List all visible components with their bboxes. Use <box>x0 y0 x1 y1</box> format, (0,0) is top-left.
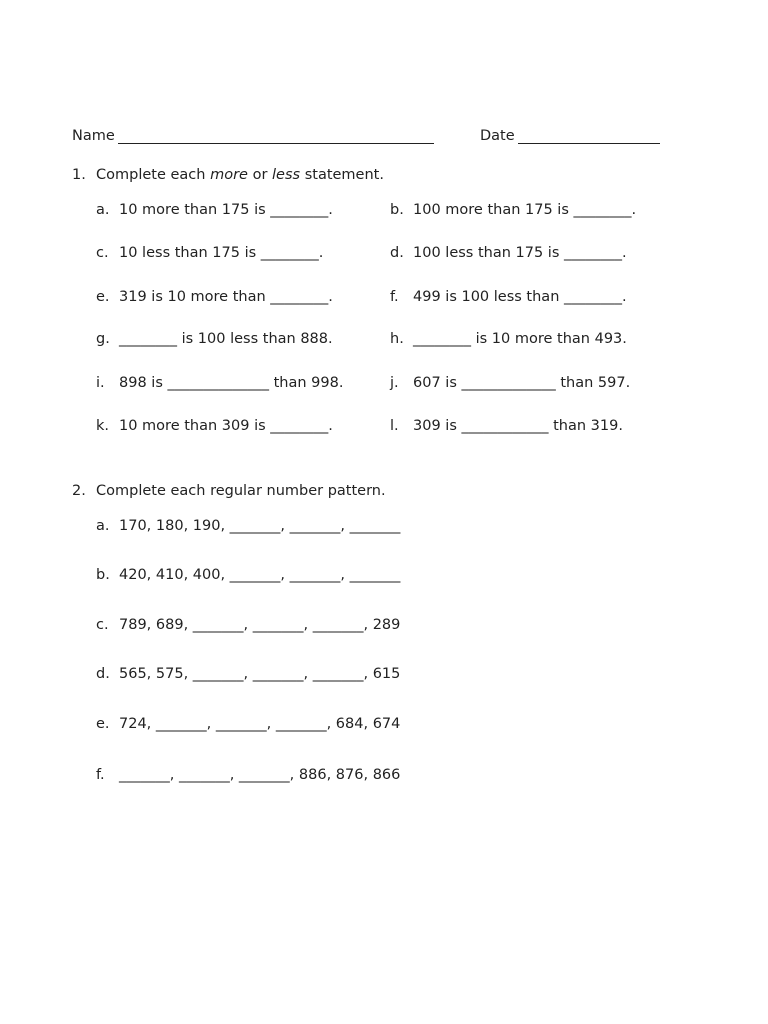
q2-number: 2. <box>72 483 86 499</box>
q2-prompt: Complete each regular number pattern. <box>96 483 386 499</box>
q2-item-b <box>96 566 400 584</box>
q1-prompt-more: more <box>210 167 248 183</box>
item-label: g. <box>96 331 110 347</box>
item-text: 724, _______, _______, _______, 684, 674 <box>119 716 401 732</box>
q1-prompt-start: Complete each <box>96 167 206 183</box>
item-text: 100 more than 175 is ________. <box>413 202 637 218</box>
item-label: f. <box>96 767 105 783</box>
name-line <box>118 143 434 144</box>
q1-item-f <box>390 288 627 306</box>
item-text: 898 is ______________ than 998. <box>119 375 344 391</box>
item-text: 420, 410, 400, _______, _______, _______ <box>119 567 401 583</box>
item-text: 10 less than 175 is ________. <box>119 245 324 261</box>
item-label: b. <box>390 202 404 218</box>
item-text: 309 is ____________ than 319. <box>413 418 623 434</box>
item-text: 607 is _____________ than 597. <box>413 375 631 391</box>
q2-item-e <box>96 715 400 733</box>
item-text: 100 less than 175 is ________. <box>413 245 627 261</box>
q1-prompt-end: statement. <box>304 167 384 183</box>
item-label: a. <box>96 518 110 534</box>
item-label: c. <box>96 245 109 261</box>
item-label: i. <box>96 375 105 391</box>
q1-item-k <box>96 417 333 435</box>
item-text: 10 more than 309 is ________. <box>119 418 333 434</box>
item-label: f. <box>390 289 399 305</box>
item-text: ________ is 10 more than 493. <box>413 331 627 347</box>
item-label: c. <box>96 617 109 633</box>
item-label: b. <box>96 567 110 583</box>
q2-item-d <box>96 665 400 683</box>
item-label: k. <box>96 418 110 434</box>
q1-number: 1. <box>72 167 86 183</box>
q1-item-b <box>390 201 636 219</box>
item-text: 319 is 10 more than ________. <box>119 289 333 305</box>
q1-item-h <box>390 330 627 348</box>
item-text: 499 is 100 less than ________. <box>413 289 627 305</box>
item-label: l. <box>390 418 399 434</box>
q1-prompt-or: or <box>252 167 268 183</box>
q1-prompt-less: less <box>272 167 301 183</box>
item-text: ________ is 100 less than 888. <box>119 331 333 347</box>
q2-item-f <box>96 766 400 784</box>
q1-item-l <box>390 417 623 435</box>
q1-item-c <box>96 244 323 262</box>
q1-item-j <box>390 374 630 392</box>
item-text: _______, _______, _______, 886, 876, 866 <box>119 767 401 783</box>
q1-item-a <box>96 201 333 219</box>
q1-prompt <box>96 166 384 184</box>
item-text: 170, 180, 190, _______, _______, _______ <box>119 518 401 534</box>
item-label: h. <box>390 331 404 347</box>
q1-item-e <box>96 288 333 306</box>
date-label: Date <box>480 128 515 144</box>
item-text: 789, 689, _______, _______, _______, 289 <box>119 617 401 633</box>
item-label: e. <box>96 289 110 305</box>
item-text: 565, 575, _______, _______, _______, 615 <box>119 666 401 682</box>
item-label: d. <box>96 666 110 682</box>
q1-item-d <box>390 244 627 262</box>
q1-item-i <box>96 374 343 392</box>
q1-item-g <box>96 330 333 348</box>
item-text: 10 more than 175 is ________. <box>119 202 333 218</box>
item-label: e. <box>96 716 110 732</box>
item-label: j. <box>390 375 399 391</box>
item-label: d. <box>390 245 404 261</box>
item-label: a. <box>96 202 110 218</box>
q2-item-a <box>96 517 400 535</box>
date-line <box>518 143 660 144</box>
q2-item-c <box>96 616 400 634</box>
name-label: Name <box>72 128 115 144</box>
